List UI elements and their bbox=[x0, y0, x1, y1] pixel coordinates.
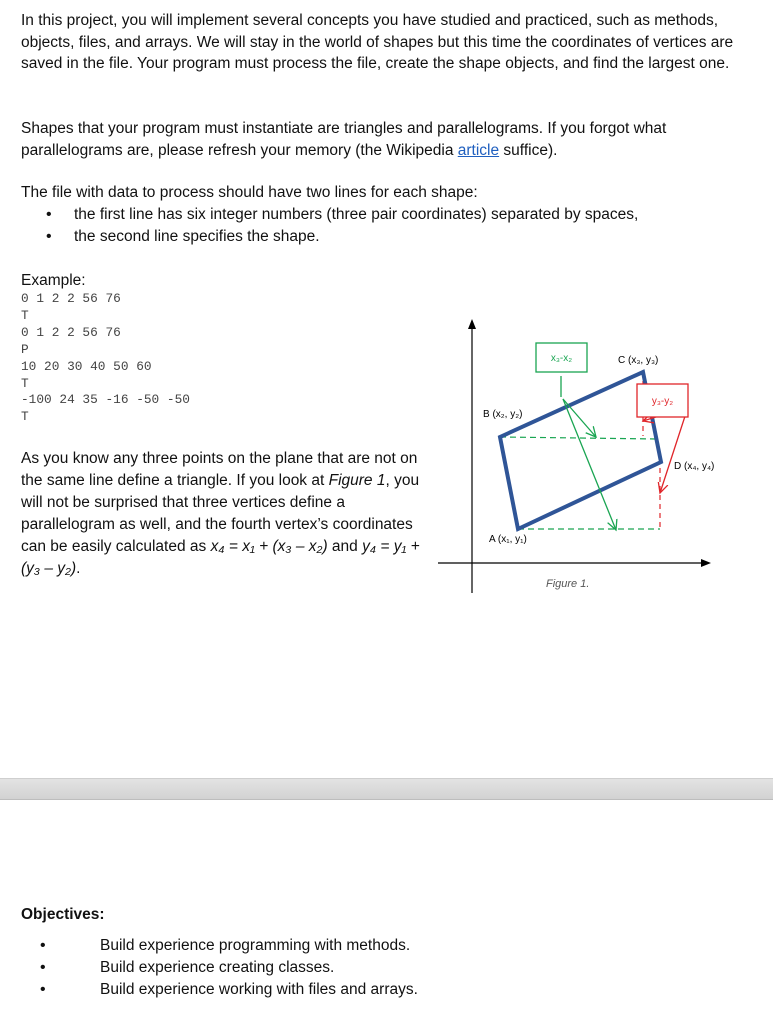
shapes-paragraph bbox=[21, 118, 761, 161]
objective-item: • Build experience programming with methods. bbox=[40, 935, 418, 957]
vertex-label-d: D (x₄, y₄) bbox=[674, 461, 715, 472]
example-code-block bbox=[21, 291, 190, 426]
vertex-label-b: B (x₂, y₂) bbox=[483, 409, 523, 420]
code-line: T bbox=[21, 409, 29, 425]
intro-paragraph: In this project, you will implement several concepts you have studied and practiced, such as methods, objects, files, and arrays. We will stay in the world of shapes but this time the coordinates of vertices are saved in the file. Your program must process the file, create the shape objects, and find the largest one. bbox=[21, 12, 734, 72]
red-label-text: y₃-y₂ bbox=[651, 396, 674, 407]
code-line: T bbox=[21, 375, 29, 391]
green-arrow-short bbox=[563, 399, 596, 437]
code-line: 0 1 2 2 56 76 bbox=[21, 324, 121, 340]
green-arrow-long bbox=[563, 399, 616, 530]
triangle-text-2: , you will not be surprised that three vertices define a parallelogram as well, and the fourth vertex’s coordinates can be easily calculated as bbox=[21, 472, 420, 555]
vertex-label-a: A (x₁, y₁) bbox=[489, 534, 527, 545]
code-line: 10 20 30 40 50 60 bbox=[21, 358, 152, 374]
page-separator bbox=[0, 778, 773, 800]
wikipedia-article-link[interactable]: article bbox=[457, 141, 500, 159]
vertex-label-c: C (x₃, y₃) bbox=[618, 355, 659, 366]
parallelogram-figure bbox=[436, 318, 726, 603]
red-arrow-long bbox=[660, 407, 688, 493]
triangle-text-4: . bbox=[76, 560, 81, 577]
code-line: 0 1 2 2 56 76 bbox=[21, 291, 121, 306]
figure-caption: Figure 1. bbox=[546, 578, 590, 590]
figure-reference: Figure 1 bbox=[328, 472, 386, 489]
objective-item: • Build experience creating classes. bbox=[40, 957, 418, 979]
code-line: -100 24 35 -16 -50 -50 bbox=[21, 392, 190, 408]
triangle-text-3: and bbox=[327, 538, 363, 555]
file-format-paragraph: The file with data to process should have two lines for each shape: bbox=[21, 184, 478, 201]
objectives-list bbox=[40, 935, 418, 1001]
code-line: P bbox=[21, 341, 29, 357]
formula-y4: y₄ = y₁ + (y₃ – y₂) bbox=[21, 538, 420, 577]
green-label-text: x₃-x₂ bbox=[550, 353, 573, 364]
triangle-paragraph bbox=[21, 448, 426, 580]
example-label: Example: bbox=[21, 272, 86, 289]
objectives-heading: Objectives: bbox=[21, 906, 105, 923]
code-line: T bbox=[21, 307, 29, 323]
objective-item: • Build experience working with files and arrays. bbox=[40, 979, 418, 1001]
shapes-text-before-link: Shapes that your program must instantiate are triangles and parallelograms. If you forgot what parallelograms are, please refresh your memory (the Wikipedia bbox=[21, 120, 667, 159]
triangle-text-1: As you know any three points on the plane that are not on the same line define a triangle. If you look at bbox=[21, 450, 418, 489]
file-format-bullet-list bbox=[46, 204, 638, 248]
file-format-bullet: • the first line has six integer numbers (three pair coordinates) separated by spaces, bbox=[46, 204, 638, 226]
shapes-text-after-link: suffice). bbox=[499, 141, 558, 159]
formula-x4: x₄ = x₁ + (x₃ – x₂) bbox=[210, 538, 328, 555]
file-format-bullet: • the second line specifies the shape. bbox=[46, 226, 638, 248]
